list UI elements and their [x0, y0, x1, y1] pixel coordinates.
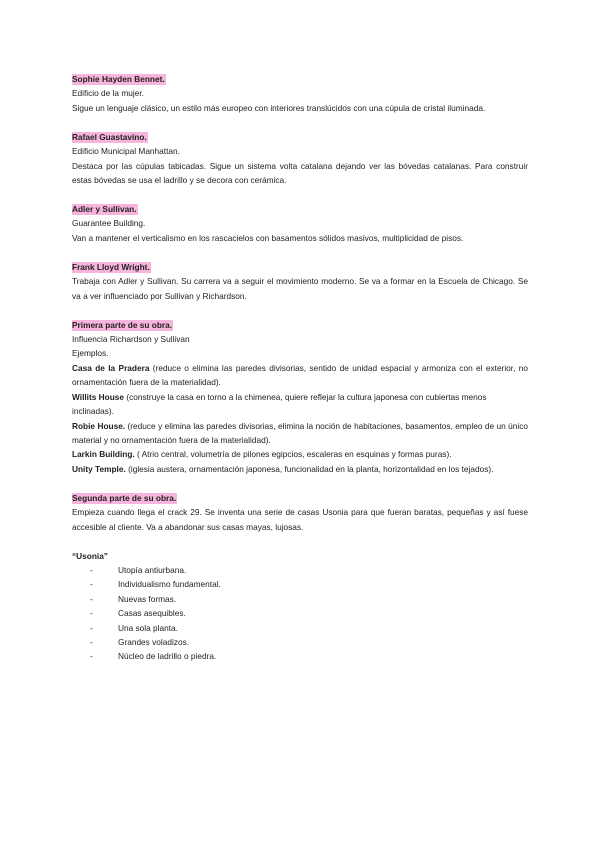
work-desc: (construye la casa en torno a la chimenea, quiere reflejar la cultura japonesa con cubiertas menos inclinadas).: [72, 391, 487, 417]
work-name: Robie House.: [72, 420, 126, 431]
work-entry: [72, 447, 528, 461]
section-usonia: [72, 549, 528, 664]
dash-bullet-icon: -: [90, 593, 93, 604]
section-line: Van a mantener el verticalismo en los rascacielos con basamentos sólidos masivos, multiplicidad de pisos.: [72, 232, 464, 243]
work-entry: [72, 390, 528, 419]
list-item-text: Una sola planta.: [118, 622, 178, 633]
list-item: [72, 606, 528, 620]
list-item-text: Nuevas formas.: [118, 593, 177, 604]
list-item-text: Grandes voladizos.: [118, 636, 190, 647]
work-name: Larkin Building.: [72, 449, 135, 460]
section-line: Edificio Municipal Manhattan.: [72, 146, 180, 157]
section-sophie-hayden: [72, 72, 528, 115]
section-line: Guarantee Building.: [72, 218, 146, 229]
work-name: Casa de la Pradera: [72, 362, 150, 373]
list-item: [72, 635, 528, 649]
section-line: Trabaja con Adler y Sullivan. Su carrera va a seguir el movimiento moderno. Se va a formar en la Escuela de Chicago. Se va a ver influenciado por Sullivan y Richardson.: [72, 276, 528, 301]
dash-bullet-icon: -: [90, 622, 93, 633]
list-item-text: Utopía antiurbana.: [118, 564, 187, 575]
dash-bullet-icon: -: [90, 651, 93, 662]
section-heading: Frank Lloyd Wright.: [72, 261, 150, 272]
work-name: Unity Temple.: [72, 463, 126, 474]
usonia-list: [72, 563, 528, 664]
list-item-text: Casas asequibles.: [118, 608, 186, 619]
work-desc: (reduce o elimina las paredes divisorias, sentido de unidad espacial y armoniza con el exterior, no ornamentación fuera de la materialidad).: [72, 362, 528, 388]
work-desc: ( Atrio central, volumetría de pilones egipcios, escaleras en esquinas y formas puras).: [134, 449, 452, 460]
usonia-title: “Usonia”: [72, 550, 108, 561]
section-adler-sullivan: [72, 202, 528, 245]
section-line: Destaca por las cúpulas tabicadas. Sigue un sistema volta catalana dejando ver las bóvedas catalanas. Para construir estas bóvedas se usa el ladrillo y se decora con cerámica.: [72, 160, 528, 186]
section-line: Edificio de la mujer.: [72, 88, 144, 99]
list-item: [72, 592, 528, 606]
section-heading: Sophie Hayden Bennet.: [72, 74, 165, 84]
list-item: [72, 563, 528, 577]
work-entry: [72, 419, 528, 448]
dash-bullet-icon: -: [90, 564, 93, 575]
list-item: [72, 649, 528, 663]
list-item-text: Núcleo de ladrillo o piedra.: [118, 651, 217, 662]
list-item: [72, 577, 528, 591]
work-desc: (reduce y elimina las paredes divisorias, elimina la noción de habitaciones, basamentos, empleo de un único material y no ornamentación fuera de la materialidad).: [72, 420, 529, 445]
section-primera-parte: [72, 318, 528, 476]
section-line: Sigue un lenguaje clásico, un estilo más europeo con interiores translúcidos con una cúpula de cristal iluminada.: [72, 102, 486, 113]
dash-bullet-icon: -: [90, 636, 93, 647]
list-item-text: Individualismo fundamental.: [118, 579, 221, 590]
work-name: Willits House: [72, 391, 125, 402]
section-guastavino: [72, 130, 528, 188]
dash-bullet-icon: -: [90, 608, 93, 619]
section-line: Empieza cuando llega el crack 29. Se inventa una serie de casas Usonia para que fueran baratas, pequeñas y así fuese accesible al cliente. Va a abandonar sus casas mayas, lujosas.: [72, 507, 528, 532]
work-entry: [72, 462, 528, 476]
section-line: Influencia Richardson y Sullivan: [72, 334, 190, 345]
section-heading: Rafael Guastavino.: [72, 131, 147, 142]
section-heading: Segunda parte de su obra.: [72, 492, 177, 503]
dash-bullet-icon: -: [90, 579, 93, 590]
section-frank-lloyd-wright: [72, 260, 528, 303]
section-line: Ejemplos.: [72, 348, 109, 359]
section-heading: Adler y Sullivan.: [72, 204, 137, 215]
list-item: [72, 621, 528, 635]
work-entry: [72, 361, 528, 390]
section-segunda-parte: [72, 491, 528, 534]
section-heading: Primera parte de su obra.: [72, 319, 173, 330]
work-desc: (iglesia austera, ornamentación japonesa, funcionalidad en la planta, horizontalidad en los tejados).: [125, 463, 494, 474]
